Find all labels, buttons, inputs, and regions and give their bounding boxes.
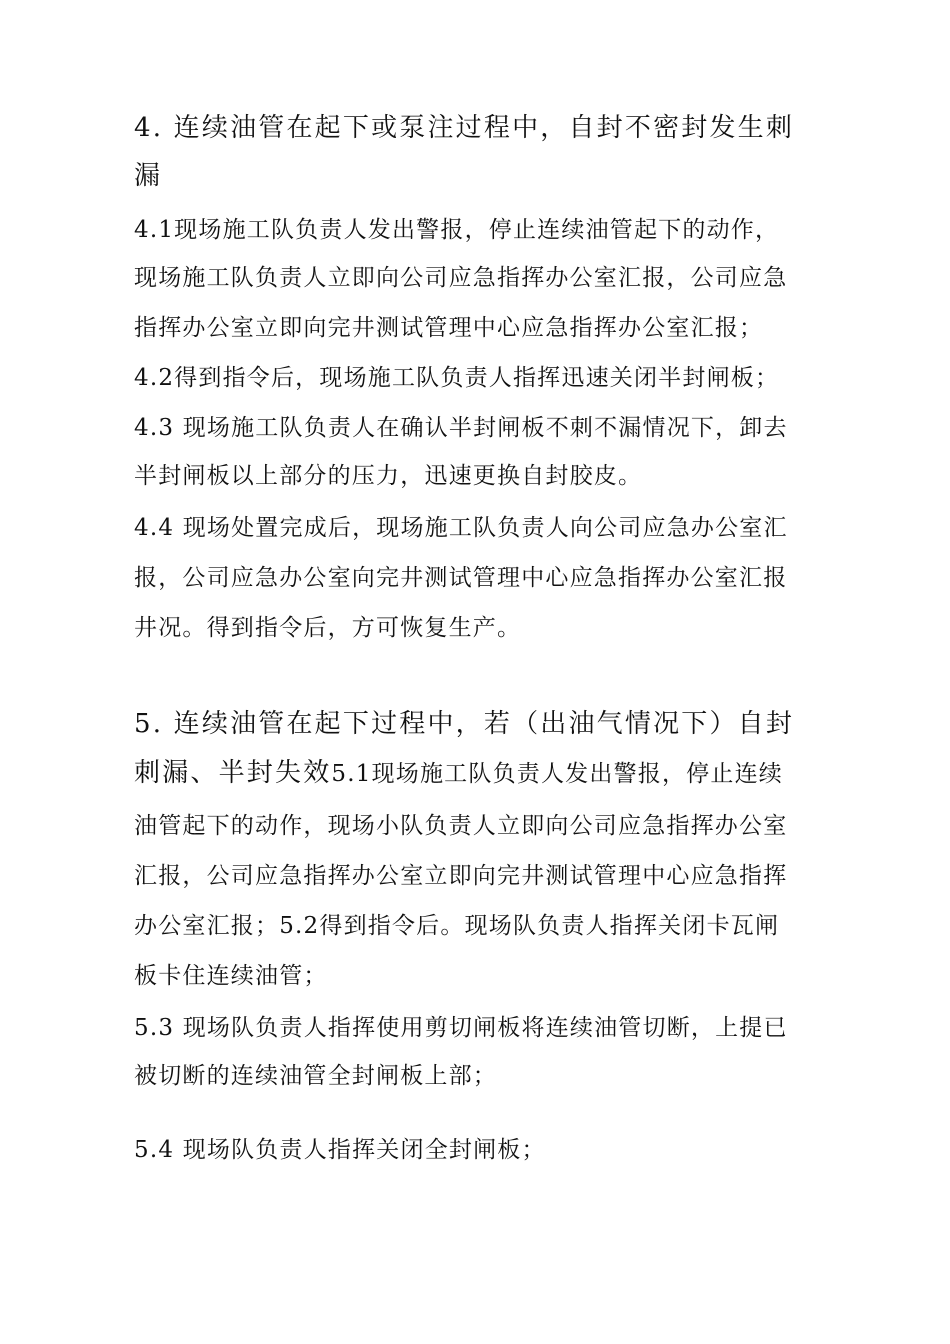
paragraph-4-1-line-3: 指挥办公室立即向完井测试管理中心应急指挥办公室汇报； [134, 315, 764, 341]
section-5-heading-line-2 [134, 758, 783, 789]
section-4-heading-line-1: 4. 连续油管在起下或泵注过程中，自封不密封发生刺 [134, 113, 795, 143]
section-4-heading-line-2: 漏 [134, 161, 163, 191]
paragraph-5-2-line-2: 板卡住连续油管； [134, 963, 328, 989]
paragraph-4-1-line-2: 现场施工队负责人立即向公司应急指挥办公室汇报，公司应急 [134, 265, 788, 291]
paragraph-5-2-line-1: 办公室汇报；5.2得到指令后。现场队负责人指挥关闭卡瓦闸 [134, 913, 780, 939]
paragraph-4-2: 4.2得到指令后，现场施工队负责人指挥迅速关闭半封闸板； [134, 365, 780, 391]
paragraph-5-3-line-2: 被切断的连续油管全封闸板上部； [134, 1063, 497, 1089]
section-5-heading-line-1: 5. 连续油管在起下过程中，若（出油气情况下）自封 [134, 709, 795, 739]
section-5-heading-tail: 刺漏、半封失效 [134, 758, 332, 788]
paragraph-4-4-line-1: 4.4 现场处置完成后，现场施工队负责人向公司应急办公室汇 [134, 515, 788, 541]
paragraph-5-4: 5.4 现场队负责人指挥关闭全封闸板； [134, 1137, 546, 1163]
paragraph-4-3-line-2: 半封闸板以上部分的压力，迅速更换自封胶皮。 [134, 463, 643, 489]
paragraph-5-1-line-3: 汇报，公司应急指挥办公室立即向完井测试管理中心应急指挥 [134, 863, 788, 889]
paragraph-4-1-line-1: 4.1现场施工队负责人发出警报，停止连续油管起下的动作， [134, 217, 780, 243]
paragraph-5-1-start: 5.1现场施工队负责人发出警报，停止连续 [331, 761, 783, 787]
paragraph-5-1-line-2: 油管起下的动作，现场小队负责人立即向公司应急指挥办公室 [134, 813, 788, 839]
paragraph-4-4-line-3: 井况。得到指令后，方可恢复生产。 [134, 615, 522, 641]
paragraph-4-3-line-1: 4.3 现场施工队负责人在确认半封闸板不刺不漏情况下，卸去 [134, 415, 788, 441]
paragraph-4-4-line-2: 报，公司应急办公室向完井测试管理中心应急指挥办公室汇报 [134, 565, 788, 591]
paragraph-5-3-line-1: 5.3 现场队负责人指挥使用剪切闸板将连续油管切断，上提已 [134, 1015, 788, 1041]
